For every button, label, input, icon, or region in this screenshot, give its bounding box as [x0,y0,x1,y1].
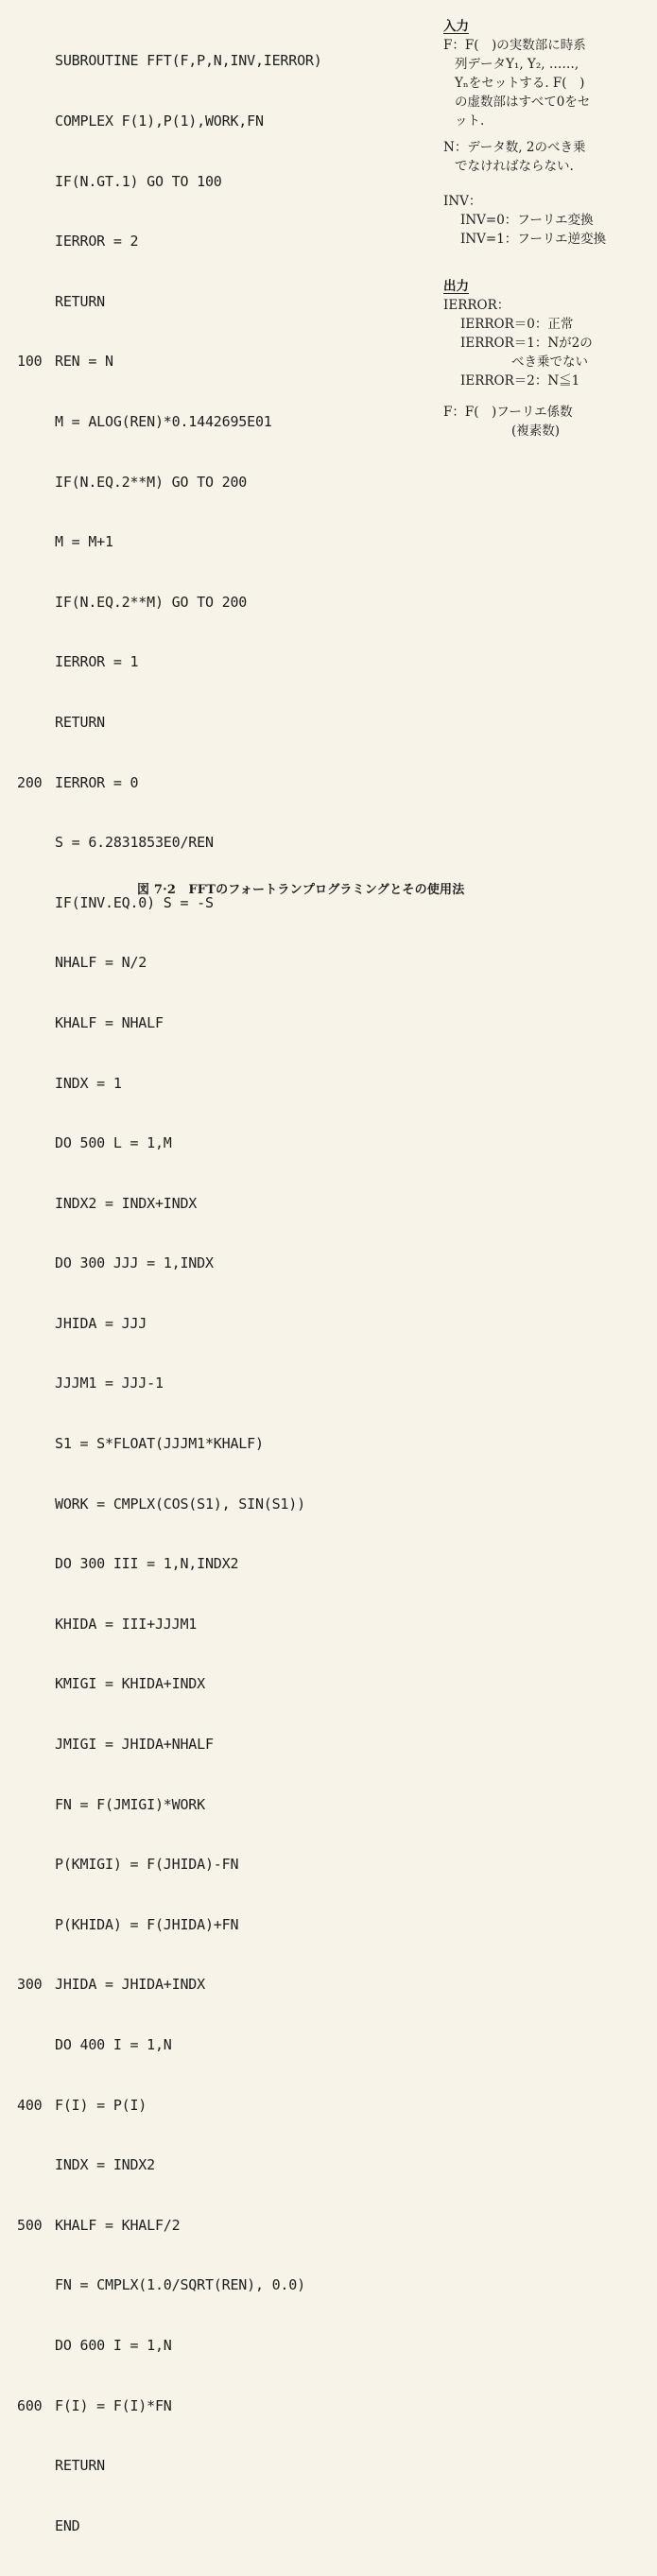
code-line-text: COMPLEX F(1),P(1),WORK,FN [55,112,264,130]
code-line-text: IF(INV.EQ.0) S = -S [55,893,214,911]
code-line [17,2396,414,2416]
code-line-text: DO 300 III = 1,N,INDX2 [55,1555,239,1573]
code-line-text: M = M+1 [55,533,113,551]
code-line [17,232,414,251]
f-input-line: F：F( )の実数部に時系 [443,38,586,53]
code-line [17,1374,414,1393]
f-input-line: の虚数部はすべて0をセ [455,95,591,110]
code-line-text: IERROR = 0 [55,773,139,791]
code-line [17,1434,414,1454]
code-line-text: SUBROUTINE FFT(F,P,N,INV,IERROR) [55,52,322,70]
code-line [17,2155,414,2175]
code-line [17,112,414,131]
code-line-text: M = ALOG(REN)*0.1442695E01 [55,412,272,430]
code-line-text: RETURN [55,713,105,731]
code-line-text: DO 400 I = 1,N [55,2036,172,2053]
n-input-line: N：データ数, 2のべき乗 [443,140,586,155]
code-line [17,773,414,793]
code-line [17,2216,414,2236]
code-line [17,1253,414,1273]
code-line-text: S1 = S*FLOAT(JJJM1*KHALF) [55,1435,264,1453]
f-input-note [443,36,638,130]
code-line-text: NHALF = N/2 [55,954,147,972]
code-line-text: IF(N.GT.1) GO TO 100 [55,172,222,190]
code-line-text: END [55,2516,80,2534]
code-line-text: KHALF = NHALF [55,1013,164,1031]
code-line-label: 100 [17,353,43,371]
ierror-line: IERROR＝1：Nが2の [460,336,593,351]
code-line [17,412,414,432]
code-line-text: KHIDA = III+JJJM1 [55,1615,198,1633]
code-line-text: FN = CMPLX(1.0/SQRT(REN), 0.0) [55,2276,305,2294]
code-line [17,1013,414,1033]
code-line [17,953,414,973]
code-line [17,593,414,613]
code-line-text: IERROR = 1 [55,653,139,671]
code-line-label: 200 [17,773,43,791]
code-line-text: JHIDA = JJJ [55,1314,147,1332]
code-line-text: RETURN [55,292,105,310]
f-output-line: (複素数) [511,424,561,439]
code-line [17,1495,414,1514]
code-line-text: P(KHIDA) = F(JHIDA)+FN [55,1915,239,1933]
code-line-text: DO 500 L = 1,M [55,1134,172,1152]
figure-caption: 図 7·2 FFTのフォートランプログラミングとその使用法 [137,883,465,897]
code-line [17,532,414,552]
fortran-code-listing [17,11,414,2576]
code-line [17,1915,414,1935]
code-line [17,2336,414,2356]
code-line [17,1133,414,1153]
ierror-line: べき乗でない [511,354,588,370]
code-line [17,1314,414,1334]
code-line [17,2516,414,2536]
spacer [443,176,638,192]
code-line [17,652,414,672]
code-line [17,1674,414,1694]
code-line-text: REN = N [55,353,113,371]
code-line-text: KHALF = KHALF/2 [55,2216,181,2234]
code-line [17,473,414,493]
n-input-line: でなければならない. [455,159,574,174]
spacer [443,249,638,277]
usage-notes [443,17,638,441]
code-line [17,352,414,372]
code-line [17,51,414,71]
code-line [17,1735,414,1755]
code-line-label: 600 [17,2396,43,2414]
code-line [17,1074,414,1094]
f-output-line: F：F( )フーリエ係数 [443,405,573,420]
code-line-text: F(I) = F(I)*FN [55,2396,172,2414]
n-input-note [443,138,638,176]
code-line-label: 400 [17,2096,43,2114]
code-line-text: IF(N.EQ.2**M) GO TO 200 [55,593,248,611]
code-line-text: KMIGI = KHIDA+INDX [55,1675,205,1693]
code-line-text: INDX = 1 [55,1074,122,1092]
ierror-line: IERROR＝2：N≦1 [460,373,580,389]
code-line-text: DO 600 I = 1,N [55,2336,172,2354]
spacer [443,390,638,403]
ierror-label: IERROR： [443,298,510,313]
ierror-output-note [443,296,638,390]
code-line [17,2096,414,2116]
inv-line: INV=1：フーリエ逆変換 [460,232,607,247]
f-input-line: 列データY₁, Y₂, ……, [455,57,579,72]
inv-input-note [443,192,638,249]
f-output-note [443,403,638,441]
output-heading: 出力 [443,279,469,294]
input-heading: 入力 [443,19,469,34]
code-line [17,292,414,312]
code-line-label: 500 [17,2216,43,2234]
code-line-text: INDX2 = INDX+INDX [55,1194,198,1212]
code-line-text: DO 300 JJJ = 1,INDX [55,1254,214,1272]
code-line [17,1855,414,1875]
code-line [17,713,414,733]
code-line-text: S = 6.2831853E0/REN [55,834,214,852]
code-line [17,1975,414,1995]
code-line-text: F(I) = P(I) [55,2096,147,2114]
code-line [17,2275,414,2295]
code-line [17,1194,414,1214]
inv-line: INV=0：フーリエ変換 [460,213,594,228]
code-line [17,2456,414,2476]
code-line [17,172,414,192]
code-line-text: WORK = CMPLX(COS(S1), SIN(S1)) [55,1495,305,1513]
code-line-text: JMIGI = JHIDA+NHALF [55,1736,214,1754]
ierror-line: IERROR＝0：正常 [460,317,574,332]
code-line-text: JHIDA = JHIDA+INDX [55,1976,205,1994]
inv-label: INV： [443,194,482,209]
code-line [17,1615,414,1634]
code-line-label: 300 [17,1976,43,1994]
spacer [443,130,638,138]
code-line-text: IERROR = 2 [55,233,139,251]
code-line [17,1554,414,1574]
code-line-text: IF(N.EQ.2**M) GO TO 200 [55,473,248,491]
code-line [17,1795,414,1815]
code-line-text: P(KMIGI) = F(JHIDA)-FN [55,1856,239,1874]
f-input-line: ット. [455,113,485,129]
code-line-text: INDX = INDX2 [55,2156,155,2174]
code-line [17,833,414,853]
code-line [17,2035,414,2055]
code-line-text: FN = F(JMIGI)*WORK [55,1795,205,1813]
code-line-text: RETURN [55,2457,105,2475]
code-line-text: JJJM1 = JJJ-1 [55,1374,164,1392]
f-input-line: Yₙをセットする. F( ) [455,76,585,91]
